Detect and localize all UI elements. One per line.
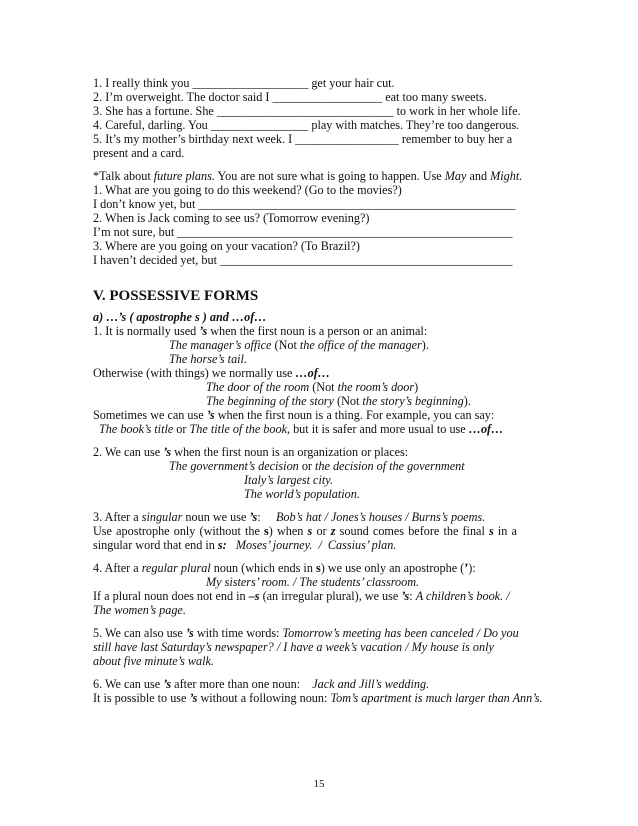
future-question-2: 2. When is Jack coming to see us? (Tomorrow evening?): [93, 211, 370, 225]
future-answer-2: I’m not sure, but _______________________________________________________: [93, 225, 513, 239]
rule-3-apostrophe: Use apostrophe only (without the s) when s or z sound comes before the final s in a: [93, 524, 517, 538]
example-1: The manager’s office (Not the office of the manager).: [169, 338, 429, 352]
rule-5: 5. We can also use ’s with time words: Tomorrow’s meeting has been canceled / Do you: [93, 626, 519, 640]
exercise-line-2: 2. I’m overweight. The doctor said I __________________ eat too many sweets.: [93, 90, 487, 104]
example-4: The beginning of the story (Not the story’s beginning).: [206, 394, 471, 408]
example-5: The book’s title or The title of the book, but it is safer and more usual to use …of…: [99, 422, 504, 436]
section-heading: V. POSSESSIVE FORMS: [93, 288, 259, 304]
future-question-3: 3. Where are you going on your vacation? (To Brazil?): [93, 239, 360, 253]
subsection-heading: a) …’s ( apostrophe s ) and …of…: [93, 310, 267, 324]
example-3: The door of the room (Not the room’s door): [206, 380, 419, 394]
future-answer-3: I haven’t decided yet, but ________________________________________________: [93, 253, 513, 267]
document-page: [93, 76, 563, 705]
rule-4-irregular: If a plural noun does not end in –s (an irregular plural), we use ’s: A children’s book. /: [93, 589, 510, 603]
example-7: Italy’s largest city.: [244, 473, 334, 487]
rule-6-line-2: It is possible to use ’s without a following noun: Tom’s apartment is much larger than Ann’s.: [93, 691, 543, 705]
example-9: My sisters’ room. / The students’ classroom.: [206, 575, 420, 589]
rule-6: 6. We can use ’s after more than one noun: Jack and Jill’s wedding.: [93, 677, 430, 691]
page-number: 15: [313, 778, 325, 790]
rule-5-line-3: about five minute’s walk.: [93, 654, 214, 668]
example-2: The horse’s tail.: [169, 352, 247, 366]
exercise-line-6: present and a card.: [93, 146, 185, 160]
exercise-line-5: 5. It’s my mother’s birthday next week. I _________________ remember to buy her a: [93, 132, 513, 146]
exercise-line-3: 3. She has a fortune. She _____________________________ to work in her whole life.: [93, 104, 521, 118]
example-8: The world’s population.: [244, 487, 360, 501]
exercise-line-1: 1. I really think you ___________________ get your hair cut.: [93, 76, 395, 90]
rule-otherwise: Otherwise (with things) we normally use …of…: [93, 366, 330, 380]
example-6: The government’s decision or the decision of the government: [169, 459, 465, 473]
rule-sometimes: Sometimes we can use ’s when the first noun is a thing. For example, you can say:: [93, 408, 495, 422]
exercise-line-4: 4. Careful, darling. You ________________ play with matches. They’re too dangerous.: [93, 118, 520, 132]
rule-2: 2. We can use ’s when the first noun is an organization or places:: [93, 445, 409, 459]
rule-4-example: The women’s page.: [93, 603, 186, 617]
rule-5-line-2: still have last Saturday’s newspaper? / I have a week’s vacation / My house is only: [93, 640, 494, 654]
rule-4: 4. After a regular plural noun (which ends in s) we use only an apostrophe (’):: [93, 561, 476, 575]
future-answer-1: I don’t know yet, but ____________________________________________________: [93, 197, 516, 211]
rule-3: 3. After a singular noun we use ’s: Bob’s hat / Jones’s houses / Burns’s poems.: [93, 510, 486, 524]
future-question-1: 1. What are you going to do this weekend? (Go to the movies?): [93, 183, 402, 197]
rule-3-examples: singular word that end in s: Moses’ journey. / Cassius’ plan.: [93, 538, 397, 552]
rule-1: 1. It is normally used ’s when the first noun is a person or an animal:: [93, 324, 428, 338]
future-plans-intro: *Talk about future plans. You are not sure what is going to happen. Use May and Might.: [93, 169, 523, 183]
